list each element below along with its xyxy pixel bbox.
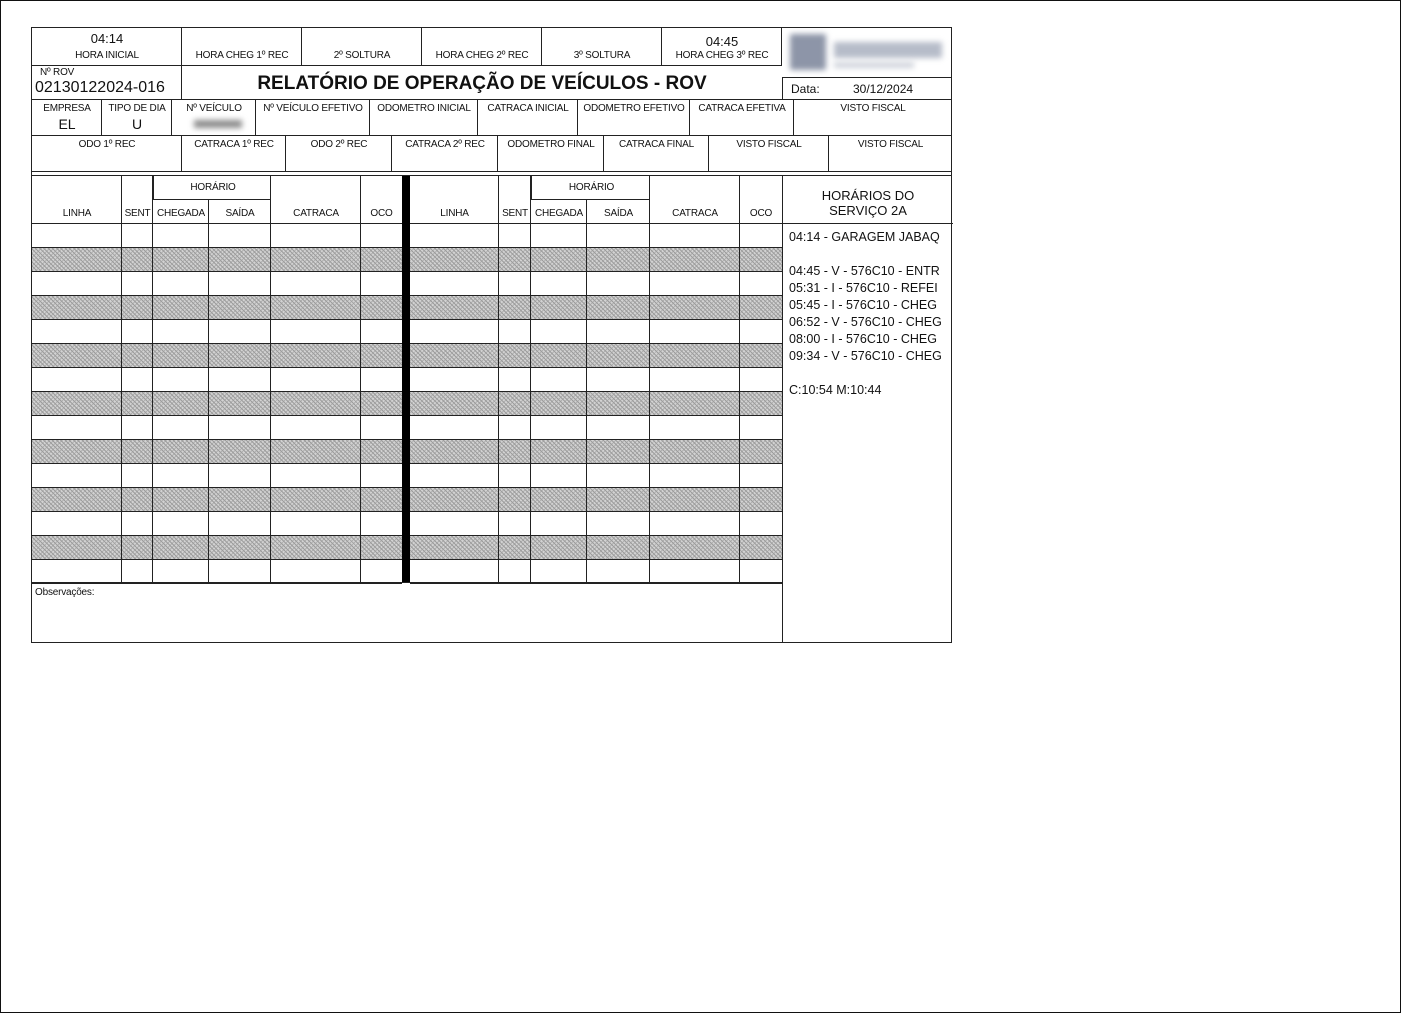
grid-column-label: LINHA (440, 208, 469, 219)
grid-cell (209, 488, 271, 512)
grid-cell (271, 320, 361, 344)
grid-cell (122, 488, 153, 512)
grid-cell (153, 296, 209, 320)
grid-cell (587, 488, 650, 512)
logo-wordmark (834, 42, 942, 58)
grid-cell (650, 416, 740, 440)
recolhimento-cell (392, 136, 498, 172)
grid-cell (361, 488, 402, 512)
grid-cell (499, 368, 531, 392)
hora-cheg-3-cell (662, 28, 782, 66)
grid-cell (410, 512, 499, 536)
grid-column-label: CATRACA (293, 208, 339, 219)
soltura-2-label: 2º SOLTURA (333, 50, 391, 61)
hora-cheg-3-value: 04:45 (705, 34, 739, 49)
hora-inicial-label: HORA INICIAL (75, 50, 139, 61)
grid-cell (209, 344, 271, 368)
rov-label: Nº ROV (40, 67, 75, 78)
grid-column-header (410, 176, 499, 224)
recolhimento-label: CATRACA FINAL (618, 139, 694, 150)
grid-cell (271, 344, 361, 368)
service-line: 05:45 - I - 576C10 - CHEG (789, 298, 937, 312)
grid-cell (587, 560, 650, 584)
grid-cell (122, 392, 153, 416)
grid-cell (650, 272, 740, 296)
grid-cell (410, 440, 499, 464)
horario-label: HORÁRIO (568, 182, 615, 193)
grid-cell (209, 368, 271, 392)
hora-cheg-2-cell (422, 28, 542, 66)
grid-cell (587, 344, 650, 368)
date-value: 30/12/2024 (853, 82, 914, 96)
grid-cell (32, 512, 122, 536)
hora-cheg-2-label: HORA CHEG 2º REC (435, 50, 529, 61)
observacoes-box (32, 582, 783, 643)
service-line: 08:00 - I - 576C10 - CHEG (789, 332, 937, 346)
grid-column-label: OCO (370, 208, 393, 219)
grid-cell (32, 368, 122, 392)
horario-group-header (153, 176, 271, 200)
grid-cell (361, 560, 402, 584)
grid-cell (531, 368, 587, 392)
vehicle-info-label: EMPRESA (43, 103, 91, 114)
grid-cell (271, 248, 361, 272)
grid-cell (209, 512, 271, 536)
service-line: 04:14 - GARAGEM JABAQ (789, 230, 940, 244)
grid-cell (209, 464, 271, 488)
grid-cell (531, 512, 587, 536)
grid-cell (153, 464, 209, 488)
grid-cell (650, 440, 740, 464)
date-label: Data: (791, 82, 820, 96)
recolhimento-cell (32, 136, 182, 172)
grid-cell (650, 536, 740, 560)
grid-cell (122, 416, 153, 440)
grid-cell (499, 296, 531, 320)
grid-cell (271, 488, 361, 512)
grid-column-header (531, 200, 587, 224)
grid-cell (32, 272, 122, 296)
grid-column-label: SENT (124, 208, 151, 219)
grid-cell (499, 248, 531, 272)
service-panel (782, 176, 952, 643)
grid-cell (410, 464, 499, 488)
recolhimento-label: ODOMETRO FINAL (507, 139, 595, 150)
grid-cell (209, 224, 271, 248)
grid-cell (209, 320, 271, 344)
grid-cell (531, 248, 587, 272)
recolhimento-label: ODO 2º REC (310, 139, 368, 150)
grid-cell (153, 344, 209, 368)
grid-cell (650, 464, 740, 488)
grid-cell (740, 416, 782, 440)
grid-divider (402, 176, 410, 582)
grid-cell (531, 344, 587, 368)
vehicle-info-cell (578, 100, 690, 136)
grid-cell (361, 440, 402, 464)
grid-cell (650, 368, 740, 392)
grid-cell (122, 440, 153, 464)
grid-cell (410, 416, 499, 440)
grid-cell (153, 416, 209, 440)
grid-column-header (209, 200, 271, 224)
grid-cell (587, 536, 650, 560)
grid-cell (122, 368, 153, 392)
soltura-2-cell (302, 28, 422, 66)
grid-cell (587, 248, 650, 272)
grid-cell (271, 224, 361, 248)
grid-cell (740, 368, 782, 392)
grid-cell (122, 320, 153, 344)
grid-cell (410, 344, 499, 368)
grid-cell (122, 512, 153, 536)
grid-cell (499, 224, 531, 248)
grid-cell (650, 320, 740, 344)
grid-cell (587, 464, 650, 488)
grid-cell (361, 296, 402, 320)
grid-cell (587, 224, 650, 248)
service-title-line1: HORÁRIOS DO (821, 188, 915, 203)
grid-cell (361, 512, 402, 536)
grid-cell (271, 464, 361, 488)
grid-cell (32, 320, 122, 344)
grid-cell (32, 344, 122, 368)
recolhimento-label: CATRACA 1º REC (194, 139, 274, 150)
grid-cell (650, 560, 740, 584)
grid-cell (531, 224, 587, 248)
grid-cell (153, 368, 209, 392)
grid-cell (499, 512, 531, 536)
grid-cell (410, 296, 499, 320)
rov-number-cell (32, 66, 182, 100)
vehicle-number-redacted (194, 120, 242, 128)
grid-cell (410, 488, 499, 512)
grid-cell (361, 272, 402, 296)
grid-cell (650, 512, 740, 536)
grid-cell (271, 512, 361, 536)
grid-cell (122, 344, 153, 368)
grid-cell (153, 392, 209, 416)
grid-cell (740, 488, 782, 512)
service-line: 04:45 - V - 576C10 - ENTR (789, 264, 940, 278)
page-title: RELATÓRIO DE OPERAÇÃO DE VEÍCULOS - ROV (257, 73, 707, 94)
grid-cell (740, 440, 782, 464)
grid-cell (410, 272, 499, 296)
grid-cell (32, 464, 122, 488)
grid-cell (153, 560, 209, 584)
grid-cell (587, 296, 650, 320)
grid-cell (122, 296, 153, 320)
grid-cell (361, 344, 402, 368)
grid-cell (32, 488, 122, 512)
rov-number: 02130122024-016 (35, 79, 165, 96)
grid-cell (271, 272, 361, 296)
grid-cell (531, 440, 587, 464)
grid-cell (740, 272, 782, 296)
grid-cell (271, 392, 361, 416)
recolhimento-cell (709, 136, 829, 172)
grid-cell (122, 464, 153, 488)
grid-cell (531, 416, 587, 440)
grid-cell (499, 272, 531, 296)
grid-cell (531, 536, 587, 560)
vehicle-info-cell (102, 100, 172, 136)
grid-cell (587, 512, 650, 536)
grid-column-label: OCO (749, 208, 773, 219)
grid-cell (122, 224, 153, 248)
grid-cell (361, 392, 402, 416)
recolhimento-label: VISTO FISCAL (857, 139, 924, 150)
grid-cell (531, 464, 587, 488)
grid-cell (209, 440, 271, 464)
grid-cell (271, 416, 361, 440)
vehicle-info-cell (32, 100, 102, 136)
vehicle-info-cell (478, 100, 578, 136)
grid-cell (531, 560, 587, 584)
grid-cell (271, 368, 361, 392)
grid-cell (361, 416, 402, 440)
vehicle-info-cell (172, 100, 256, 136)
logo-subtext (834, 62, 914, 68)
hora-inicial-cell (32, 28, 182, 66)
grid-cell (153, 224, 209, 248)
grid-cell (410, 392, 499, 416)
grid-column-header (32, 176, 122, 224)
grid-cell (153, 512, 209, 536)
grid-cell (410, 536, 499, 560)
grid-cell (650, 248, 740, 272)
soltura-3-label: 3º SOLTURA (573, 50, 631, 61)
grid-column-label: CATRACA (672, 208, 718, 219)
vehicle-info-label: Nº VEÍCULO (186, 103, 242, 114)
grid-cell (32, 536, 122, 560)
service-title-divider (783, 223, 953, 224)
grid-cell (650, 344, 740, 368)
hora-cheg-1-label: HORA CHEG 1º REC (195, 50, 289, 61)
hora-inicial-value: 04:14 (90, 31, 124, 46)
grid-column-header (122, 176, 153, 224)
vehicle-info-label: TIPO DE DIA (108, 103, 166, 114)
service-line: 05:31 - I - 576C10 - REFEI (789, 281, 938, 295)
grid-cell (740, 392, 782, 416)
hora-cheg-3-label: HORA CHEG 3º REC (675, 50, 769, 61)
grid-cell (153, 248, 209, 272)
grid-column-header (361, 176, 402, 224)
grid-cell (587, 416, 650, 440)
grid-cell (122, 560, 153, 584)
service-line: 06:52 - V - 576C10 - CHEG (789, 315, 942, 329)
vehicle-info-cell (256, 100, 370, 136)
grid-column-label: CHEGADA (534, 208, 584, 219)
grid-column-label: SAÍDA (225, 208, 255, 219)
grid-cell (650, 224, 740, 248)
vehicle-info-label: CATRACA INICIAL (487, 103, 569, 114)
vehicle-info-value: U (131, 116, 143, 132)
grid-column-label: SENT (502, 208, 528, 219)
vehicle-info-cell (690, 100, 794, 136)
grid-cell (740, 536, 782, 560)
grid-cell (650, 296, 740, 320)
recolhimento-label: ODO 1º REC (78, 139, 136, 150)
grid-cell (153, 272, 209, 296)
grid-cell (32, 392, 122, 416)
grid-cell (499, 392, 531, 416)
horario-group-header (531, 176, 650, 200)
grid-cell (209, 416, 271, 440)
grid-cell (410, 368, 499, 392)
grid-column-header (271, 176, 361, 224)
grid-cell (32, 416, 122, 440)
grid-cell (650, 488, 740, 512)
grid-column-header (499, 176, 531, 224)
grid-column-label: SAÍDA (603, 208, 633, 219)
grid-cell (531, 392, 587, 416)
grid-cell (740, 560, 782, 584)
grid-cell (361, 368, 402, 392)
grid-cell (122, 272, 153, 296)
grid-cell (587, 440, 650, 464)
grid-cell (740, 464, 782, 488)
grid-cell (153, 440, 209, 464)
grid-cell (499, 464, 531, 488)
grid-column-header (587, 200, 650, 224)
grid-cell (271, 560, 361, 584)
grid-cell (209, 296, 271, 320)
grid-cell (209, 560, 271, 584)
recolhimento-label: CATRACA 2º REC (405, 139, 485, 150)
recolhimento-cell (498, 136, 604, 172)
recolhimento-cell (829, 136, 952, 172)
grid-cell (361, 248, 402, 272)
vehicle-info-label: Nº VEÍCULO EFETIVO (263, 103, 363, 114)
grid-cell (410, 248, 499, 272)
date-cell (782, 78, 952, 100)
grid-cell (587, 368, 650, 392)
grid-cell (499, 344, 531, 368)
grid-cell (650, 392, 740, 416)
grid-column-header (740, 176, 782, 224)
grid-cell (361, 224, 402, 248)
grid-cell (740, 512, 782, 536)
grid-cell (499, 536, 531, 560)
grid-cell (153, 488, 209, 512)
grid-cell (740, 344, 782, 368)
grid-cell (531, 320, 587, 344)
grid-cell (32, 224, 122, 248)
service-line: 09:34 - V - 576C10 - CHEG (789, 349, 942, 363)
grid-cell (361, 536, 402, 560)
grid-cell (740, 296, 782, 320)
grid-cell (209, 272, 271, 296)
service-title-line2: SERVIÇO 2A (829, 203, 907, 218)
recolhimento-cell (182, 136, 286, 172)
grid-cell (587, 320, 650, 344)
grid-column-header (650, 176, 740, 224)
title-cell (182, 66, 782, 100)
grid-cell (271, 296, 361, 320)
grid-cell (32, 560, 122, 584)
grid-cell (122, 536, 153, 560)
vehicle-info-value: EL (58, 116, 76, 132)
grid-cell (499, 560, 531, 584)
grid-cell (531, 296, 587, 320)
grid-cell (499, 440, 531, 464)
logo-mark (790, 34, 826, 70)
vehicle-info-label: ODOMETRO INICIAL (377, 103, 471, 114)
vehicle-info-cell (794, 100, 952, 136)
grid-cell (32, 296, 122, 320)
soltura-3-cell (542, 28, 662, 66)
grid-cell (531, 488, 587, 512)
grid-cell (410, 320, 499, 344)
recolhimento-cell (286, 136, 392, 172)
grid-column-header (153, 200, 209, 224)
observacoes-label: Observações: (35, 587, 95, 598)
grid-cell (271, 536, 361, 560)
grid-cell (209, 248, 271, 272)
grid-cell (361, 320, 402, 344)
vehicle-info-cell (370, 100, 478, 136)
recolhimento-cell (604, 136, 709, 172)
grid-cell (153, 320, 209, 344)
grid-column-label: LINHA (62, 208, 92, 219)
company-logo (782, 28, 952, 78)
grid-cell (410, 224, 499, 248)
recolhimento-label: VISTO FISCAL (736, 139, 802, 150)
grid-cell (122, 248, 153, 272)
grid-cell (499, 488, 531, 512)
grid-cell (32, 440, 122, 464)
rov-form (31, 27, 952, 643)
grid-cell (32, 248, 122, 272)
vehicle-info-label: VISTO FISCAL (840, 103, 906, 114)
vehicle-info-label: ODOMETRO EFETIVO (583, 103, 685, 114)
grid-cell (153, 536, 209, 560)
service-line: C:10:54 M:10:44 (789, 383, 882, 397)
grid-cell (740, 224, 782, 248)
grid-cell (587, 272, 650, 296)
grid-cell (271, 440, 361, 464)
grid-cell (410, 560, 499, 584)
grid-cell (209, 536, 271, 560)
grid-cell (587, 392, 650, 416)
grid-cell (531, 272, 587, 296)
hora-cheg-1-cell (182, 28, 302, 66)
grid-cell (740, 248, 782, 272)
horario-label: HORÁRIO (190, 182, 236, 193)
grid-cell (499, 416, 531, 440)
vehicle-info-label: CATRACA EFETIVA (698, 103, 786, 114)
grid-cell (209, 392, 271, 416)
grid-cell (499, 320, 531, 344)
grid-column-label: CHEGADA (156, 208, 206, 219)
grid-cell (361, 464, 402, 488)
grid-cell (740, 320, 782, 344)
